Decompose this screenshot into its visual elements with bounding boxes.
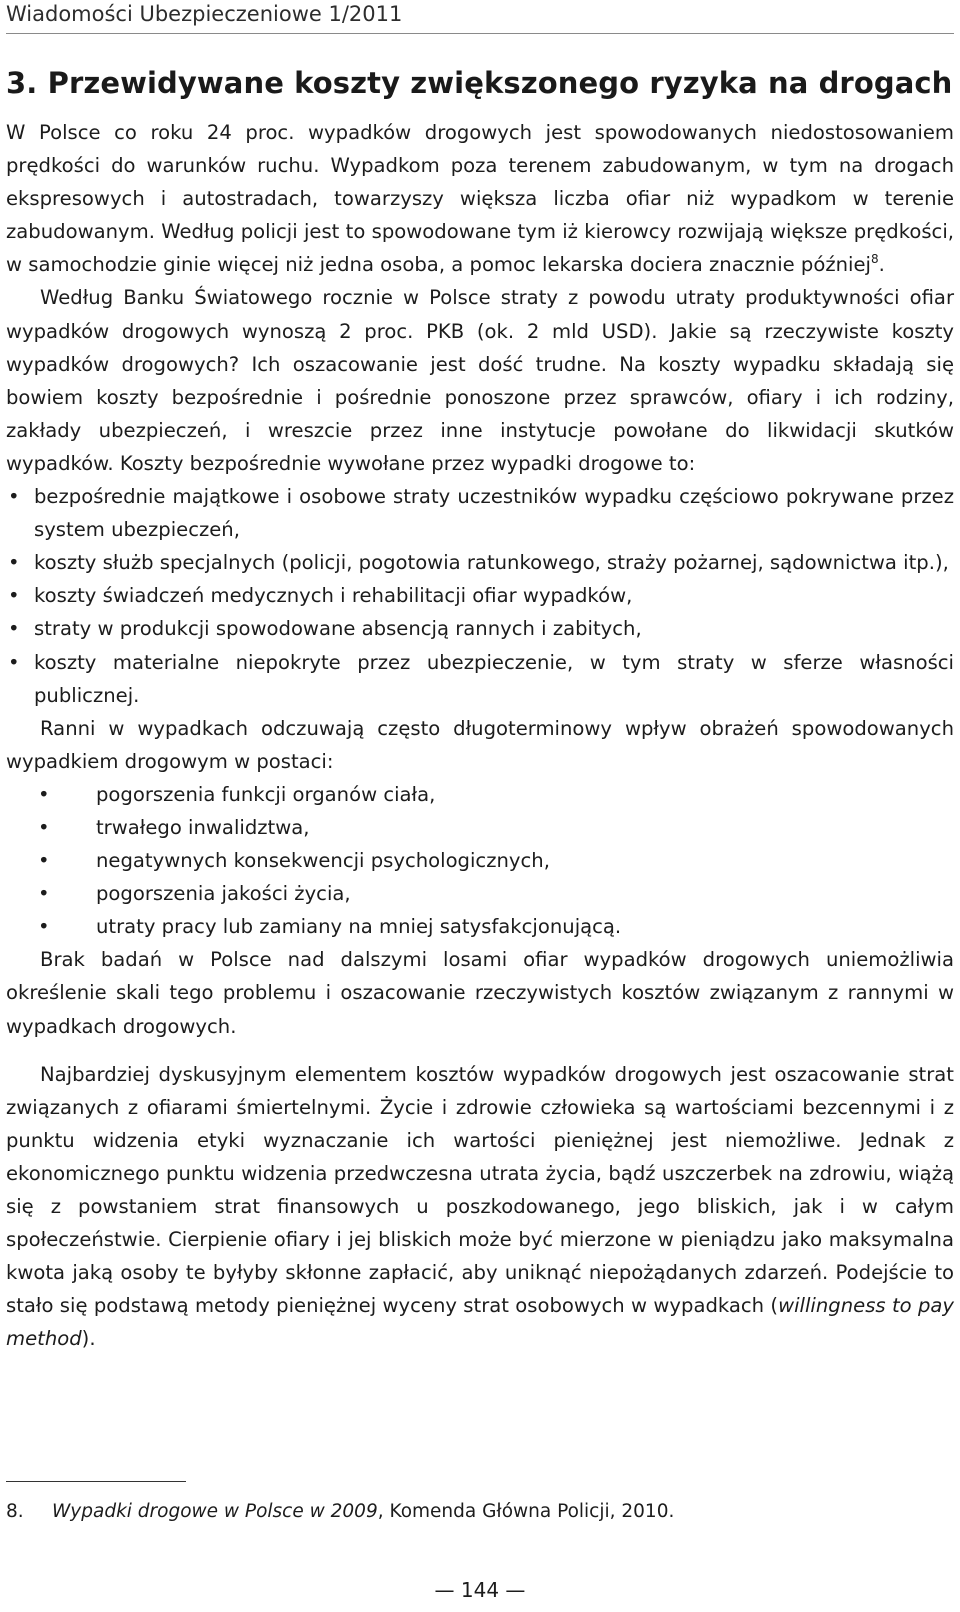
list-item: • pogorszenia jakości życia, bbox=[6, 877, 954, 910]
list-item: • negatywnych konsekwencji psychologicznych, bbox=[6, 844, 954, 877]
footnote bbox=[6, 1501, 674, 1522]
injury-effects-list bbox=[6, 778, 954, 943]
footnote-rule bbox=[6, 1481, 186, 1482]
footnote-source-title: Wypadki drogowe w Polsce w 2009 bbox=[52, 1501, 378, 1522]
list-item: • trwałego inwalidztwa, bbox=[6, 811, 954, 844]
footnote-ref[interactable]: 8 bbox=[871, 252, 879, 267]
list-item: • straty w produkcji spowodowane absencją rannych i zabitych, bbox=[6, 612, 954, 645]
section-title: 3. Przewidywane koszty zwiększonego ryzyka na drogach bbox=[6, 66, 953, 100]
direct-costs-list bbox=[6, 480, 954, 712]
list-item: • koszty materialne niepokryte przez ubezpieczenie, w tym straty w sferze własności publicznej. bbox=[6, 646, 954, 712]
page-number: — 144 — bbox=[434, 1578, 526, 1602]
header-rule bbox=[6, 33, 954, 34]
footnote-source-rest: , Komenda Główna Policji, 2010. bbox=[377, 1501, 675, 1522]
paragraph-research-gap: Brak badań w Polsce nad dalszymi losami ofiar wypadków drogowych uniemożliwia określenie skali tego problemu i oszacowanie rzeczywistych kosztów związanym z rannymi w wypadkach drogowych. bbox=[6, 948, 954, 1038]
paragraph-fatalities: Najbardziej dyskusyjnym elementem kosztów wypadków drogowych jest oszacowanie strat związanych z ofiarami śmiertelnymi. Życie i zdrowie człowieka są wartościami bezcennymi i z punktu widzenia etyki wyznaczanie ich wartości pieniężnej jest niemożliwe. Jednak z ekonomicznego punktu widzenia przedwczesna utrata życia, bądź uszczerbek na zdrowiu, wiążą się z powstaniem strat finansowych u poszkodowanego, jego bliskich, jak i w całym społeczeństwie. Cierpienie ofiary i jej bliskich może być mierzone w pieniądzu jako maksymalna kwota jaką osoby te byłyby skłonne zapłacić, aby uniknąć niepożądanych zdarzeń. Podejście to stało się podstawą metody pieniężnej wyceny strat osobowych w wypadkach (willingness to pay method). bbox=[6, 1062, 954, 1351]
paragraph-world-bank: Według Banku Światowego rocznie w Polsce straty z powodu utraty produktywności ofiar wypadków drogowych wynoszą 2 proc. PKB (ok. 2 mld USD). Jakie są rzeczywiste koszty wypadków drogowych? Ich oszacowanie jest dość trudne. Na koszty wypadku składają się bowiem koszty bezpośrednie i pośrednie ponoszone przez sprawców, ofiary i ich rodziny, zakłady ubezpieczeń, i wreszcie przez inne instytucje powołane do likwidacji skutków wypadków. Koszty bezpośrednie wywołane przez wypadki drogowe to: bbox=[6, 286, 954, 475]
running-head: Wiadomości Ubezpieczeniowe 1/2011 bbox=[6, 2, 403, 26]
list-item: • bezpośrednie majątkowe i osobowe straty uczestników wypadku częściowo pokrywane przez system ubezpieczeń, bbox=[6, 480, 954, 546]
list-item: • utraty pracy lub zamiany na mniej satysfakcjonującą. bbox=[6, 910, 954, 943]
list-item: • koszty służb specjalnych (policji, pogotowia ratunkowego, straży pożarnej, sądownictwa itp.), bbox=[6, 546, 954, 579]
paragraph-injured: Ranni w wypadkach odczuwają często długoterminowy wpływ obrażeń spowodowanych wypadkiem drogowym w postaci: bbox=[6, 716, 954, 773]
footnote-number: 8. bbox=[6, 1501, 24, 1522]
list-item: • pogorszenia funkcji organów ciała, bbox=[6, 778, 954, 811]
list-item: • koszty świadczeń medycznych i rehabilitacji ofiar wypadków, bbox=[6, 579, 954, 612]
paragraph-speed-accidents: W Polsce co roku 24 proc. wypadków drogowych jest spowodowanych niedostosowaniem prędkości do warunków ruchu. Wypadkom poza terenem zabudowanym, w tym na drogach ekspresowych i autostradach, towarzyszy większa liczba ofiar niż wypadkom w terenie zabudowanym. Według policji jest to spowodowane tym iż kierowcy rozwijają większe prędkości, w samochodzie ginie więcej niż jedna osoba, a pomoc lekarska dociera znacznie później$^8$. bbox=[6, 121, 954, 277]
article-body bbox=[6, 116, 954, 1355]
